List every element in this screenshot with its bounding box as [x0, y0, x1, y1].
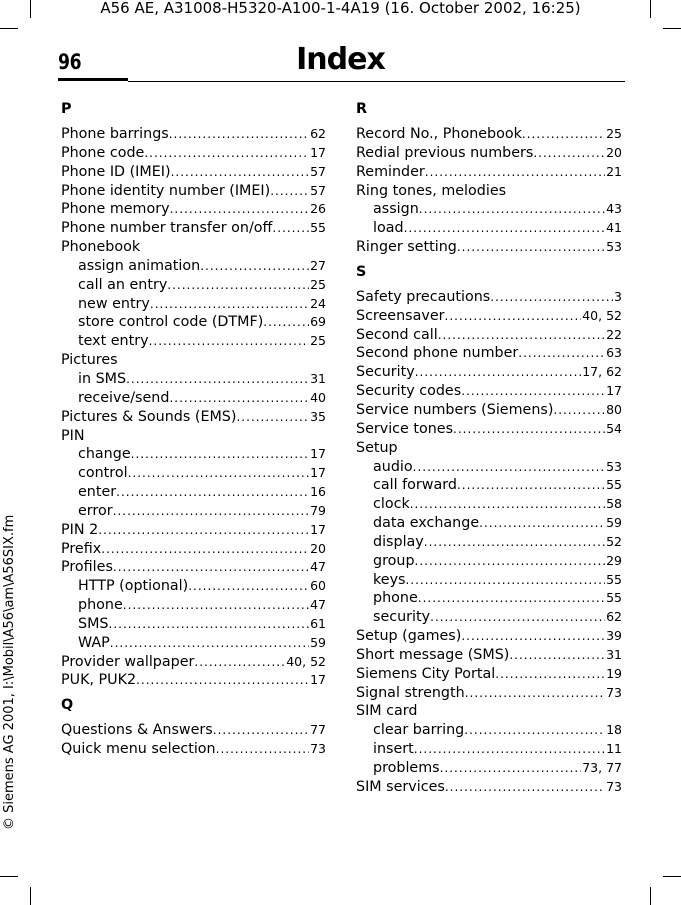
index-section: [356, 100, 622, 257]
index-subentry: [356, 219, 622, 238]
entry-term: Record No., Phonebook: [356, 126, 522, 142]
index-subentry: [61, 370, 326, 389]
dot-leader: [136, 671, 309, 690]
index-entry: [356, 163, 622, 182]
dot-leader: [410, 495, 605, 514]
index-subentry: [61, 596, 326, 615]
dot-leader: [415, 552, 606, 571]
entry-term: Prefix: [61, 540, 102, 557]
entry-term: in SMS: [78, 370, 127, 387]
index-subentry: [61, 577, 326, 596]
dot-leader: [413, 458, 605, 477]
dot-leader: [116, 483, 309, 502]
index-subentry: [61, 464, 326, 483]
index-entry: [356, 702, 622, 721]
index-entry: [356, 238, 622, 257]
page-reference: 58: [606, 496, 622, 512]
entry-term: Service numbers (Siemens): [356, 401, 554, 418]
entry-term: Quick menu selection: [61, 741, 216, 758]
entry-term: Pictures & Sounds (EMS): [61, 408, 237, 425]
dot-leader: [457, 238, 605, 257]
entry-term: Signal strength: [356, 684, 465, 701]
dot-leader: [216, 740, 309, 759]
section-letter: S: [356, 263, 367, 280]
index-entry: [61, 521, 326, 540]
dot-leader: [188, 577, 309, 596]
entry-term: SIM card: [356, 703, 418, 720]
dot-leader: [113, 502, 309, 521]
page-reference: 63: [606, 345, 622, 361]
index-subentry: [356, 476, 622, 495]
index-entry: [61, 144, 326, 163]
entry-term: phone: [78, 597, 123, 614]
index-entry: [356, 684, 622, 703]
dot-leader: [479, 514, 605, 533]
entry-term: Pictures: [61, 352, 118, 369]
index-subentry: [61, 257, 326, 276]
dot-leader: [414, 740, 605, 759]
page-reference: 17: [310, 521, 326, 537]
entry-term: Reminder: [356, 163, 425, 180]
crop-mark: [650, 887, 651, 905]
dot-leader: [144, 144, 309, 163]
page-reference: 22: [606, 326, 622, 342]
entry-term: receive/send: [78, 389, 170, 406]
page-reference: 55: [606, 590, 622, 606]
crop-mark: [663, 28, 681, 29]
dot-leader: [490, 288, 613, 307]
page-reference: 17: [606, 383, 622, 399]
page-reference: 24: [310, 295, 326, 311]
index-entry: [61, 163, 326, 182]
page-reference: 59: [606, 515, 622, 531]
crop-mark: [0, 876, 18, 877]
entry-term: Questions & Answers: [61, 722, 213, 739]
page-reference: 57: [310, 182, 326, 198]
dot-leader: [518, 344, 605, 363]
page-reference: 17: [310, 465, 326, 481]
dot-leader: [113, 558, 309, 577]
dot-leader: [461, 382, 605, 401]
entry-term: group: [373, 552, 415, 569]
page-reference: 26: [310, 201, 326, 217]
index-entry: [356, 326, 622, 345]
entry-term: PUK, PUK2: [61, 672, 137, 689]
index-entry: [356, 627, 622, 646]
index-subentry: [61, 634, 326, 653]
dot-leader: [236, 408, 309, 427]
index-entry: [356, 344, 622, 363]
index-entry: [356, 401, 622, 420]
page-reference: 55: [606, 571, 622, 587]
index-section: [356, 263, 622, 797]
index-subentry: [356, 552, 622, 571]
entry-term: Setup: [356, 439, 398, 456]
entry-term: keys: [373, 571, 406, 588]
entry-term: audio: [373, 458, 413, 475]
dot-leader: [553, 401, 605, 420]
dot-leader: [194, 653, 285, 672]
entry-term: load: [373, 220, 404, 237]
index-subentry: [61, 295, 326, 314]
page-reference: 17: [310, 144, 326, 160]
index-entry: [61, 540, 326, 559]
page-reference: 3: [614, 288, 622, 304]
entry-term: Ring tones, melodies: [356, 182, 507, 199]
header-rule: [128, 81, 625, 82]
page-reference: 17: [310, 672, 326, 688]
entry-term: SIM services: [356, 778, 445, 795]
page-reference: 20: [310, 540, 326, 556]
dot-leader: [200, 257, 309, 276]
index-entry: [61, 721, 326, 740]
entry-term: insert: [373, 741, 414, 758]
entry-term: Provider wallpaper: [61, 653, 195, 670]
dot-leader: [169, 125, 309, 144]
index-subentry: [356, 759, 622, 778]
page-reference: 20: [606, 144, 622, 160]
dot-leader: [150, 295, 309, 314]
entry-term: WAP: [78, 634, 110, 651]
entry-term: Safety precautions: [356, 288, 491, 305]
index-entry: [356, 665, 622, 684]
dot-leader: [126, 370, 309, 389]
page-reference: 77: [310, 722, 326, 738]
page-reference: 53: [606, 458, 622, 474]
dot-leader: [128, 464, 310, 483]
entry-term: Phonebook: [61, 239, 141, 256]
page-reference: 16: [310, 484, 326, 500]
index-entry: [61, 408, 326, 427]
page-reference: 47: [310, 559, 326, 575]
dot-leader: [457, 476, 605, 495]
page-reference: 18: [606, 722, 622, 738]
entry-term: Ringer setting: [356, 239, 457, 256]
dot-leader: [509, 646, 605, 665]
entry-term: assign: [373, 201, 419, 218]
page-reference: 40: [310, 389, 326, 405]
index-entry: [61, 200, 326, 219]
index-subentry: [61, 276, 326, 295]
entry-term: data exchange: [373, 515, 480, 532]
dot-leader: [440, 759, 582, 778]
page-reference: 25: [310, 276, 326, 292]
page-reference: 35: [310, 408, 326, 424]
entry-term: call forward: [373, 477, 457, 494]
crop-mark: [663, 876, 681, 877]
entry-term: call an entry: [78, 276, 168, 293]
page-reference: 62: [606, 609, 622, 625]
index-subentry: [61, 389, 326, 408]
index-subentry: [61, 483, 326, 502]
page-title: Index: [296, 42, 385, 77]
entry-term: Siemens City Portal: [356, 665, 496, 682]
section-letter: P: [61, 101, 72, 117]
entry-term: change: [78, 446, 131, 463]
page-reference: 69: [310, 314, 326, 330]
section-letter: R: [356, 101, 368, 117]
entry-term: problems: [373, 760, 440, 776]
page-reference: 80: [606, 401, 622, 417]
entry-term: Second call: [356, 326, 438, 343]
dot-leader: [495, 665, 605, 684]
page-reference: 19: [606, 665, 622, 681]
page-reference: 31: [310, 370, 326, 386]
dot-leader: [430, 608, 605, 627]
index-entry: [61, 182, 326, 201]
page-reference: 54: [606, 420, 622, 436]
index-column-right: [356, 100, 622, 797]
dot-leader: [101, 540, 309, 559]
dot-leader: [419, 200, 605, 219]
index-entry: [61, 219, 326, 238]
entry-term: display: [373, 533, 424, 550]
page-reference: 47: [310, 597, 326, 613]
page-reference: 73: [606, 778, 622, 794]
index-subentry: [356, 495, 622, 514]
index-entry: [61, 653, 326, 672]
page-reference: 11: [606, 741, 622, 757]
index-entry: [356, 125, 622, 144]
page-reference: 25: [310, 333, 326, 349]
index-entry: [61, 558, 326, 577]
entry-term: Phone barrings: [61, 126, 169, 142]
index-subentry: [356, 458, 622, 477]
entry-term: new entry: [78, 295, 150, 312]
index-section: [61, 100, 326, 690]
dot-leader: [110, 634, 309, 653]
page-reference: 21: [606, 163, 622, 179]
page-reference: 61: [310, 615, 326, 631]
entry-term: control: [78, 465, 128, 482]
page-reference: 27: [310, 257, 326, 273]
page-reference: 17, 62: [582, 364, 622, 380]
page-reference: 60: [310, 578, 326, 594]
page-reference: 57: [310, 163, 326, 179]
index-entry: [61, 238, 326, 257]
index-entry: [61, 427, 326, 446]
index-subentry: [356, 608, 622, 627]
page-reference: 62: [310, 126, 326, 141]
dot-leader: [415, 363, 582, 382]
index-entry: [356, 288, 622, 307]
page-reference: 40, 52: [286, 653, 326, 669]
dot-leader: [170, 200, 310, 219]
index-entry: [61, 351, 326, 370]
crop-mark: [0, 28, 18, 29]
entry-term: clear barring: [373, 722, 465, 739]
entry-term: clock: [373, 496, 410, 513]
index-subentry: [61, 615, 326, 634]
dot-leader: [123, 596, 309, 615]
page-reference: 25: [606, 126, 622, 141]
page-reference: 73, 77: [582, 760, 622, 775]
dot-leader: [425, 163, 605, 182]
page-reference: 73: [310, 741, 326, 757]
entry-term: Phone number transfer on/off: [61, 220, 273, 237]
index-entry: [356, 182, 622, 201]
entry-term: Security: [356, 364, 415, 381]
dot-leader: [533, 144, 605, 163]
dot-leader: [461, 627, 605, 646]
index-entry: [356, 382, 622, 401]
dot-leader: [438, 326, 605, 345]
dot-leader: [149, 332, 310, 351]
index-entry: [356, 307, 622, 326]
entry-term: Profiles: [61, 559, 113, 576]
page-reference: 73: [606, 684, 622, 700]
dot-leader: [424, 533, 605, 552]
document-info-line: A56 AE, A31008-H5320-A100-1-4A19 (16. October 2002, 16:25): [100, 0, 581, 17]
page-reference: 43: [606, 201, 622, 217]
entry-term: Phone code: [61, 144, 145, 161]
index-entry: [356, 439, 622, 458]
dot-leader: [465, 684, 605, 703]
dot-leader: [464, 721, 605, 740]
entry-term: error: [78, 502, 113, 519]
dot-leader: [445, 778, 605, 797]
section-letter: Q: [61, 697, 74, 714]
index-subentry: [356, 514, 622, 533]
page-reference: 29: [606, 552, 622, 568]
page-reference: 52: [606, 533, 622, 549]
index-entry: [356, 420, 622, 439]
dot-leader: [263, 313, 309, 332]
index-subentry: [356, 571, 622, 590]
index-entry: [356, 778, 622, 797]
index-subentry: [61, 313, 326, 332]
entry-term: phone: [373, 590, 418, 607]
dot-leader: [167, 276, 309, 295]
entry-term: HTTP (optional): [78, 578, 189, 595]
index-entry: [61, 740, 326, 759]
entry-term: Short message (SMS): [356, 646, 510, 663]
entry-term: Service tones: [356, 420, 454, 437]
page-reference: 53: [606, 239, 622, 255]
index-entry: [61, 125, 326, 144]
entry-term: Redial previous numbers: [356, 144, 534, 161]
dot-leader: [405, 571, 605, 590]
page-reference: 55: [606, 477, 622, 493]
index-subentry: [356, 200, 622, 219]
entry-term: PIN: [61, 427, 85, 444]
entry-term: Security codes: [356, 383, 462, 400]
index-section: [61, 696, 326, 759]
entry-term: Phone memory: [61, 201, 170, 218]
dot-leader: [453, 420, 605, 439]
entry-term: Phone ID (IMEI): [61, 163, 171, 180]
entry-term: store control code (DTMF): [78, 314, 264, 331]
dot-leader: [98, 521, 309, 540]
entry-term: text entry: [78, 333, 149, 350]
copyright-side-text: © Siemens AG 2001, I:\Mobil\A56\am\A56SIX.fm: [2, 514, 17, 830]
page-reference: 40, 52: [582, 307, 622, 323]
page-reference: 39: [606, 628, 622, 644]
index-subentry: [356, 721, 622, 740]
page-number: 96: [58, 50, 82, 74]
index-entry: [356, 646, 622, 665]
page-reference: 79: [310, 502, 326, 518]
dot-leader: [272, 219, 309, 238]
crop-mark: [30, 887, 31, 905]
index-subentry: [61, 502, 326, 521]
dot-leader: [404, 219, 606, 238]
dot-leader: [418, 589, 605, 608]
index-subentry: [61, 445, 326, 464]
entry-term: PIN 2: [61, 521, 99, 538]
index-subentry: [356, 589, 622, 608]
dot-leader: [445, 307, 582, 326]
entry-term: Second phone number: [356, 345, 519, 362]
page-reference: 41: [606, 220, 622, 236]
index-column-left: [61, 100, 326, 759]
page-reference: 31: [606, 646, 622, 662]
page-reference: 17: [310, 446, 326, 462]
index-subentry: [356, 740, 622, 759]
entry-term: enter: [78, 484, 117, 501]
header-rule-thick: [58, 78, 128, 81]
index-entry: [356, 144, 622, 163]
entry-term: security: [373, 609, 431, 626]
index-entry: [356, 363, 622, 382]
entry-term: Phone identity number (IMEI): [61, 182, 271, 199]
dot-leader: [270, 182, 309, 201]
dot-leader: [213, 721, 309, 740]
index-subentry: [61, 332, 326, 351]
page-reference: 59: [310, 634, 326, 650]
dot-leader: [169, 389, 309, 408]
dot-leader: [131, 445, 309, 464]
dot-leader: [522, 125, 605, 144]
entry-term: Setup (games): [356, 628, 462, 645]
index-entry: [61, 671, 326, 690]
index-subentry: [356, 533, 622, 552]
entry-term: SMS: [78, 615, 109, 632]
dot-leader: [171, 163, 310, 182]
entry-term: Screensaver: [356, 307, 445, 324]
entry-term: assign animation: [78, 257, 201, 274]
page-reference: 55: [310, 220, 326, 236]
dot-leader: [109, 615, 310, 634]
